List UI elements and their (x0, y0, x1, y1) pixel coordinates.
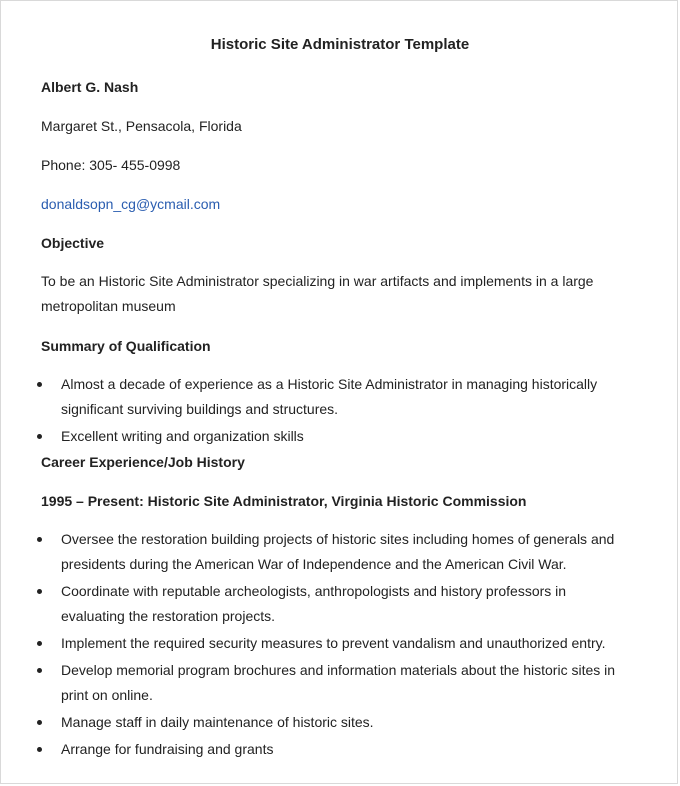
career-heading: Career Experience/Job History (41, 454, 245, 470)
list-item (1, 579, 621, 629)
list-item-text: Arrange for fundraising and grants (61, 741, 274, 757)
objective-heading: Objective (41, 235, 105, 251)
list-item-text: Develop memorial program brochures and information materials about the historic sites in print on online. (61, 662, 616, 703)
list-item-text: Implement the required security measures to prevent vandalism and unauthorized entry. (61, 635, 606, 651)
list-item-text: Manage staff in daily maintenance of historic sites. (61, 714, 374, 730)
list-item (1, 527, 621, 577)
list-item-text: Almost a decade of experience as a Historic Site Administrator in managing historically significant surviving buildings and structures. (61, 376, 598, 417)
list-item (1, 658, 621, 708)
bullet-icon (37, 720, 42, 725)
qualification-list (1, 372, 661, 451)
list-item (1, 424, 621, 449)
list-item (1, 372, 621, 422)
qualification-heading: Summary of Qualification (41, 338, 211, 354)
bullet-icon (37, 589, 42, 594)
bullet-icon (37, 747, 42, 752)
bullet-icon (37, 382, 42, 387)
contact-email-link[interactable]: donaldsopn_cg@ycmail.com (41, 196, 221, 212)
contact-phone: Phone: 305- 455-0998 (41, 157, 181, 173)
bullet-icon (37, 434, 42, 439)
document-title: Historic Site Administrator Template (210, 36, 470, 53)
duties-list (1, 527, 661, 764)
list-item-text: Coordinate with reputable archeologists, anthropologists and history professors in evaluating the restoration projects. (61, 583, 567, 624)
list-item-text: Oversee the restoration building projects of historic sites including homes of generals and presidents during the American War of Independence and the American Civil War. (61, 531, 615, 572)
objective-text: To be an Historic Site Administrator specializing in war artifacts and implements in a large metropolitan museum (41, 273, 594, 314)
contact-address: Margaret St., Pensacola, Florida (41, 118, 242, 134)
list-item (1, 631, 621, 656)
bullet-icon (37, 668, 42, 673)
contact-name: Albert G. Nash (41, 79, 139, 95)
list-item-text: Excellent writing and organization skills (61, 428, 304, 444)
job-title: 1995 – Present: Historic Site Administrator, Virginia Historic Commission (41, 493, 527, 509)
bullet-icon (37, 537, 42, 542)
list-item (1, 737, 621, 762)
bullet-icon (37, 641, 42, 646)
list-item (1, 710, 621, 735)
